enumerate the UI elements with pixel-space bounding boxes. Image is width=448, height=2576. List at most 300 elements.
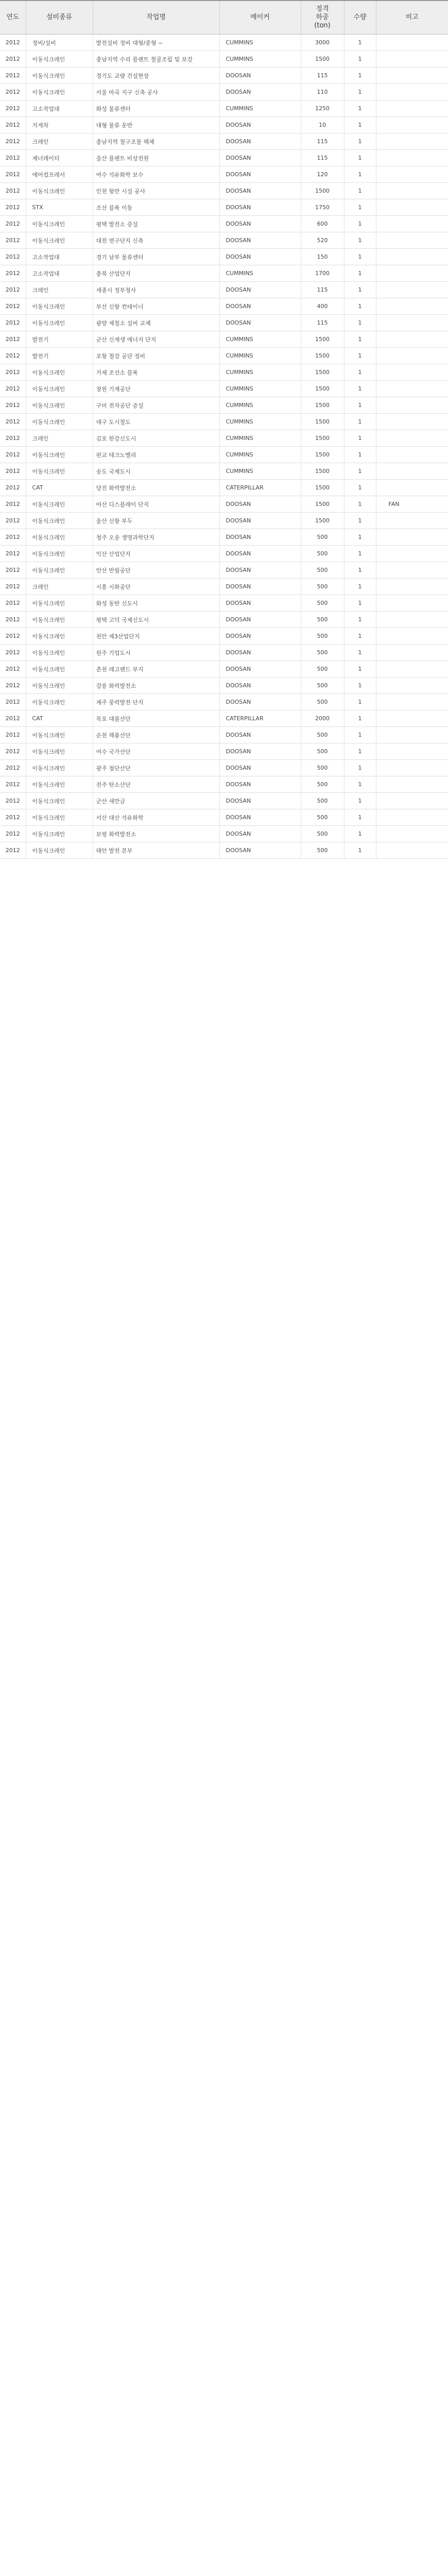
cell-year: 2012 (0, 100, 26, 117)
cell-ton: 1500 (301, 331, 344, 348)
cell-maker: DOOSAN (219, 249, 301, 265)
cell-note (376, 166, 448, 183)
table-row (0, 84, 448, 100)
cell-type: 이동식크레인 (26, 529, 93, 546)
cell-ton: 120 (301, 166, 344, 183)
cell-year: 2012 (0, 529, 26, 546)
table-row (0, 595, 448, 612)
cell-place: 조선 블록 이동 (93, 199, 219, 216)
cell-count: 1 (344, 117, 376, 133)
cell-count: 1 (344, 760, 376, 776)
cell-type: 이동식크레인 (26, 562, 93, 579)
cell-note (376, 364, 448, 381)
table-row (0, 348, 448, 364)
cell-note (376, 199, 448, 216)
cell-ton: 500 (301, 793, 344, 809)
cell-count: 1 (344, 529, 376, 546)
cell-place: 목포 대불산단 (93, 710, 219, 727)
cell-ton: 500 (301, 529, 344, 546)
equipment-table (0, 0, 448, 859)
cell-year: 2012 (0, 67, 26, 84)
table-row (0, 727, 448, 743)
table-row (0, 35, 448, 51)
cell-year: 2012 (0, 348, 26, 364)
cell-ton: 1500 (301, 381, 344, 397)
cell-place: 군산 신재생 에너지 단지 (93, 331, 219, 348)
table-row (0, 694, 448, 710)
cell-maker: CATERPILLAR (219, 710, 301, 727)
cell-maker: CUMMINS (219, 463, 301, 480)
cell-count: 1 (344, 216, 376, 232)
cell-place: 거제 조선소 블록 (93, 364, 219, 381)
cell-place: 평택 고덕 국제신도시 (93, 612, 219, 628)
table-row (0, 496, 448, 513)
cell-note (376, 100, 448, 117)
cell-year: 2012 (0, 216, 26, 232)
cell-year: 2012 (0, 513, 26, 529)
cell-ton: 500 (301, 826, 344, 842)
cell-type: CAT (26, 710, 93, 727)
cell-year: 2012 (0, 661, 26, 677)
cell-type: 이동식크레인 (26, 760, 93, 776)
table-row (0, 133, 448, 150)
cell-year: 2012 (0, 282, 26, 298)
table-row (0, 760, 448, 776)
cell-type: CAT (26, 480, 93, 496)
cell-place: 경기 남부 물류센터 (93, 249, 219, 265)
cell-year: 2012 (0, 331, 26, 348)
table-row (0, 529, 448, 546)
header-type: 설비종류 (26, 1, 93, 35)
cell-type: 이동식크레인 (26, 826, 93, 842)
cell-maker: CUMMINS (219, 447, 301, 463)
cell-ton: 1500 (301, 496, 344, 513)
cell-place: 인천 항만 시설 공사 (93, 183, 219, 199)
cell-type: 이동식크레인 (26, 397, 93, 414)
cell-maker: DOOSAN (219, 133, 301, 150)
cell-year: 2012 (0, 546, 26, 562)
cell-count: 1 (344, 842, 376, 859)
cell-ton: 10 (301, 117, 344, 133)
header-maker: 메이커 (219, 1, 301, 35)
cell-type: 이동식크레인 (26, 364, 93, 381)
cell-ton: 500 (301, 612, 344, 628)
cell-year: 2012 (0, 496, 26, 513)
cell-place: 광주 첨단산단 (93, 760, 219, 776)
cell-type: 이동식크레인 (26, 51, 93, 67)
cell-type: 크레인 (26, 579, 93, 595)
cell-place: 부산 신항 컨테이너 (93, 298, 219, 315)
cell-ton: 500 (301, 645, 344, 661)
cell-ton: 500 (301, 842, 344, 859)
cell-note (376, 809, 448, 826)
cell-place: 천안 제3산업단지 (93, 628, 219, 645)
header-year: 연도 (0, 1, 26, 35)
cell-place: 여수 석유화학 보수 (93, 166, 219, 183)
table-row (0, 645, 448, 661)
cell-ton: 500 (301, 743, 344, 760)
cell-year: 2012 (0, 727, 26, 743)
cell-count: 1 (344, 496, 376, 513)
cell-note (376, 776, 448, 793)
cell-count: 1 (344, 710, 376, 727)
cell-count: 1 (344, 232, 376, 249)
cell-maker: DOOSAN (219, 645, 301, 661)
cell-note (376, 612, 448, 628)
cell-maker: DOOSAN (219, 84, 301, 100)
cell-note (376, 562, 448, 579)
table-row (0, 249, 448, 265)
cell-count: 1 (344, 677, 376, 694)
table-row (0, 331, 448, 348)
cell-ton: 115 (301, 150, 344, 166)
cell-type: 고소작업대 (26, 100, 93, 117)
cell-note (376, 150, 448, 166)
cell-count: 1 (344, 595, 376, 612)
cell-type: 이동식크레인 (26, 661, 93, 677)
cell-ton: 500 (301, 760, 344, 776)
cell-ton: 115 (301, 282, 344, 298)
cell-count: 1 (344, 315, 376, 331)
cell-note (376, 513, 448, 529)
cell-place: 울산 플랜트 비상전원 (93, 150, 219, 166)
cell-count: 1 (344, 694, 376, 710)
cell-year: 2012 (0, 117, 26, 133)
cell-ton: 500 (301, 677, 344, 694)
cell-place: 세종시 정부청사 (93, 282, 219, 298)
cell-count: 1 (344, 612, 376, 628)
cell-year: 2012 (0, 760, 26, 776)
cell-place: 평택 발전소 증설 (93, 216, 219, 232)
cell-count: 1 (344, 743, 376, 760)
cell-note (376, 529, 448, 546)
cell-maker: DOOSAN (219, 743, 301, 760)
cell-count: 1 (344, 628, 376, 645)
cell-maker: DOOSAN (219, 793, 301, 809)
table-row (0, 265, 448, 282)
cell-type: 이동식크레인 (26, 496, 93, 513)
table-row (0, 562, 448, 579)
cell-maker: DOOSAN (219, 232, 301, 249)
cell-type: 정비/설비 (26, 35, 93, 51)
cell-place: 여수 국가산단 (93, 743, 219, 760)
cell-count: 1 (344, 35, 376, 51)
cell-maker: DOOSAN (219, 776, 301, 793)
cell-year: 2012 (0, 397, 26, 414)
cell-maker: DOOSAN (219, 183, 301, 199)
cell-ton: 1500 (301, 364, 344, 381)
cell-type: 이동식크레인 (26, 628, 93, 645)
cell-ton: 1500 (301, 348, 344, 364)
cell-ton: 2000 (301, 710, 344, 727)
cell-type: 이동식크레인 (26, 84, 93, 100)
cell-count: 1 (344, 579, 376, 595)
table-row (0, 677, 448, 694)
cell-place: 시흥 시화공단 (93, 579, 219, 595)
cell-note (376, 397, 448, 414)
table-row (0, 51, 448, 67)
header-note: 비고 (376, 1, 448, 35)
cell-year: 2012 (0, 562, 26, 579)
cell-maker: CUMMINS (219, 348, 301, 364)
cell-place: 강릉 화력발전소 (93, 677, 219, 694)
cell-place: 대형 물류 운반 (93, 117, 219, 133)
cell-place: 울산 신항 부두 (93, 513, 219, 529)
table-row (0, 150, 448, 166)
table-row (0, 183, 448, 199)
cell-year: 2012 (0, 677, 26, 694)
cell-maker: DOOSAN (219, 529, 301, 546)
cell-type: 이동식크레인 (26, 298, 93, 315)
cell-place: 판교 테크노밸리 (93, 447, 219, 463)
cell-maker: DOOSAN (219, 298, 301, 315)
table-row (0, 298, 448, 315)
cell-year: 2012 (0, 776, 26, 793)
cell-ton: 520 (301, 232, 344, 249)
table-row (0, 776, 448, 793)
cell-note (376, 265, 448, 282)
cell-maker: DOOSAN (219, 595, 301, 612)
cell-note (376, 133, 448, 150)
cell-count: 1 (344, 463, 376, 480)
cell-maker: CUMMINS (219, 381, 301, 397)
cell-count: 1 (344, 793, 376, 809)
cell-maker: DOOSAN (219, 826, 301, 842)
cell-note (376, 595, 448, 612)
table-row (0, 397, 448, 414)
cell-place: 군산 새만금 (93, 793, 219, 809)
cell-year: 2012 (0, 842, 26, 859)
cell-type: 이동식크레인 (26, 694, 93, 710)
cell-year: 2012 (0, 35, 26, 51)
cell-note (376, 298, 448, 315)
table-row (0, 463, 448, 480)
cell-note (376, 546, 448, 562)
cell-year: 2012 (0, 463, 26, 480)
cell-ton: 500 (301, 579, 344, 595)
cell-ton: 1500 (301, 463, 344, 480)
cell-type: 이동식크레인 (26, 447, 93, 463)
cell-type: 이동식크레인 (26, 677, 93, 694)
cell-year: 2012 (0, 826, 26, 842)
cell-note (376, 216, 448, 232)
cell-type: 이동식크레인 (26, 793, 93, 809)
cell-type: 이동식크레인 (26, 414, 93, 430)
cell-note (376, 51, 448, 67)
cell-year: 2012 (0, 612, 26, 628)
cell-maker: CUMMINS (219, 414, 301, 430)
cell-year: 2012 (0, 414, 26, 430)
cell-ton: 1500 (301, 183, 344, 199)
cell-note (376, 661, 448, 677)
cell-place: 순천 해룡산단 (93, 727, 219, 743)
cell-year: 2012 (0, 150, 26, 166)
cell-place: 화성 물류센터 (93, 100, 219, 117)
cell-ton: 3000 (301, 35, 344, 51)
cell-note (376, 35, 448, 51)
cell-year: 2012 (0, 628, 26, 645)
cell-count: 1 (344, 166, 376, 183)
table-row (0, 546, 448, 562)
cell-count: 1 (344, 348, 376, 364)
cell-type: 이동식크레인 (26, 315, 93, 331)
cell-maker: CUMMINS (219, 51, 301, 67)
cell-type: 이동식크레인 (26, 595, 93, 612)
cell-type: 이동식크레인 (26, 612, 93, 628)
table-row (0, 414, 448, 430)
cell-ton: 1750 (301, 199, 344, 216)
cell-count: 1 (344, 480, 376, 496)
cell-type: 지게차 (26, 117, 93, 133)
cell-place: 송도 국제도시 (93, 463, 219, 480)
cell-ton: 1500 (301, 480, 344, 496)
cell-place: 화성 동탄 신도시 (93, 595, 219, 612)
cell-place: 포항 철강 공단 정비 (93, 348, 219, 364)
table-row (0, 315, 448, 331)
cell-maker: CUMMINS (219, 265, 301, 282)
table-row (0, 809, 448, 826)
cell-note (376, 760, 448, 776)
cell-maker: DOOSAN (219, 809, 301, 826)
cell-type: 이동식크레인 (26, 216, 93, 232)
cell-count: 1 (344, 84, 376, 100)
cell-note (376, 315, 448, 331)
cell-type: 이동식크레인 (26, 381, 93, 397)
cell-place: 원주 기업도시 (93, 645, 219, 661)
cell-year: 2012 (0, 381, 26, 397)
cell-ton: 500 (301, 546, 344, 562)
cell-type: STX (26, 199, 93, 216)
cell-ton: 500 (301, 727, 344, 743)
cell-maker: CUMMINS (219, 331, 301, 348)
cell-year: 2012 (0, 232, 26, 249)
table-row (0, 743, 448, 760)
table-row (0, 381, 448, 397)
cell-count: 1 (344, 67, 376, 84)
cell-year: 2012 (0, 84, 26, 100)
table-row (0, 447, 448, 463)
cell-ton: 1500 (301, 447, 344, 463)
cell-year: 2012 (0, 364, 26, 381)
table-row (0, 430, 448, 447)
table-row (0, 364, 448, 381)
cell-count: 1 (344, 381, 376, 397)
cell-year: 2012 (0, 710, 26, 727)
table-row (0, 710, 448, 727)
table-row (0, 232, 448, 249)
cell-ton: 115 (301, 315, 344, 331)
cell-note (376, 694, 448, 710)
cell-note (376, 743, 448, 760)
cell-count: 1 (344, 249, 376, 265)
cell-place: 제주 풍력발전 단지 (93, 694, 219, 710)
cell-count: 1 (344, 331, 376, 348)
cell-note (376, 842, 448, 859)
table-row (0, 579, 448, 595)
cell-maker: DOOSAN (219, 216, 301, 232)
cell-year: 2012 (0, 743, 26, 760)
cell-type: 고소작업대 (26, 265, 93, 282)
cell-count: 1 (344, 645, 376, 661)
cell-type: 고소작업대 (26, 249, 93, 265)
cell-place: 구미 전자공단 증설 (93, 397, 219, 414)
table-row (0, 480, 448, 496)
cell-maker: DOOSAN (219, 282, 301, 298)
cell-ton: 1700 (301, 265, 344, 282)
cell-year: 2012 (0, 595, 26, 612)
cell-year: 2012 (0, 199, 26, 216)
cell-count: 1 (344, 100, 376, 117)
cell-place: 광양 제철소 설비 교체 (93, 315, 219, 331)
cell-place: 경기도 교량 건설현장 (93, 67, 219, 84)
cell-place: 보령 화력발전소 (93, 826, 219, 842)
cell-year: 2012 (0, 793, 26, 809)
cell-count: 1 (344, 826, 376, 842)
cell-type: 에어컴프레서 (26, 166, 93, 183)
cell-note (376, 381, 448, 397)
cell-count: 1 (344, 513, 376, 529)
cell-type: 크레인 (26, 133, 93, 150)
cell-ton: 1500 (301, 51, 344, 67)
cell-count: 1 (344, 364, 376, 381)
cell-ton: 115 (301, 67, 344, 84)
cell-type: 이동식크레인 (26, 183, 93, 199)
cell-maker: CUMMINS (219, 364, 301, 381)
cell-place: 서산 대산 석유화학 (93, 809, 219, 826)
cell-year: 2012 (0, 183, 26, 199)
cell-count: 1 (344, 414, 376, 430)
cell-ton: 400 (301, 298, 344, 315)
cell-maker: DOOSAN (219, 315, 301, 331)
cell-place: 서울 마곡 지구 신축 공사 (93, 84, 219, 100)
cell-type: 이동식크레인 (26, 727, 93, 743)
table-row (0, 661, 448, 677)
cell-count: 1 (344, 133, 376, 150)
cell-year: 2012 (0, 430, 26, 447)
cell-type: 이동식크레인 (26, 232, 93, 249)
cell-note (376, 710, 448, 727)
cell-note (376, 84, 448, 100)
cell-note (376, 480, 448, 496)
cell-maker: DOOSAN (219, 677, 301, 694)
cell-note (376, 793, 448, 809)
cell-type: 이동식크레인 (26, 463, 93, 480)
cell-maker: DOOSAN (219, 166, 301, 183)
cell-ton: 500 (301, 661, 344, 677)
cell-place: 충남지역 철구조물 해체 (93, 133, 219, 150)
cell-place: 익산 산업단지 (93, 546, 219, 562)
cell-type: 이동식크레인 (26, 776, 93, 793)
cell-maker: DOOSAN (219, 579, 301, 595)
table-row (0, 199, 448, 216)
cell-ton: 500 (301, 694, 344, 710)
cell-type: 이동식크레인 (26, 842, 93, 859)
cell-type: 이동식크레인 (26, 67, 93, 84)
cell-note (376, 117, 448, 133)
cell-type: 이동식크레인 (26, 513, 93, 529)
table-row (0, 67, 448, 84)
cell-type: 크레인 (26, 282, 93, 298)
cell-year: 2012 (0, 480, 26, 496)
cell-maker: CUMMINS (219, 397, 301, 414)
cell-count: 1 (344, 183, 376, 199)
cell-place: 발전설비 정비 대형/중형 ~ (93, 35, 219, 51)
cell-year: 2012 (0, 645, 26, 661)
cell-note (376, 727, 448, 743)
cell-place: 대구 도시철도 (93, 414, 219, 430)
cell-place: 충남지역 수리 플랜트 철골조립 및 보강 (93, 51, 219, 67)
cell-maker: CUMMINS (219, 35, 301, 51)
